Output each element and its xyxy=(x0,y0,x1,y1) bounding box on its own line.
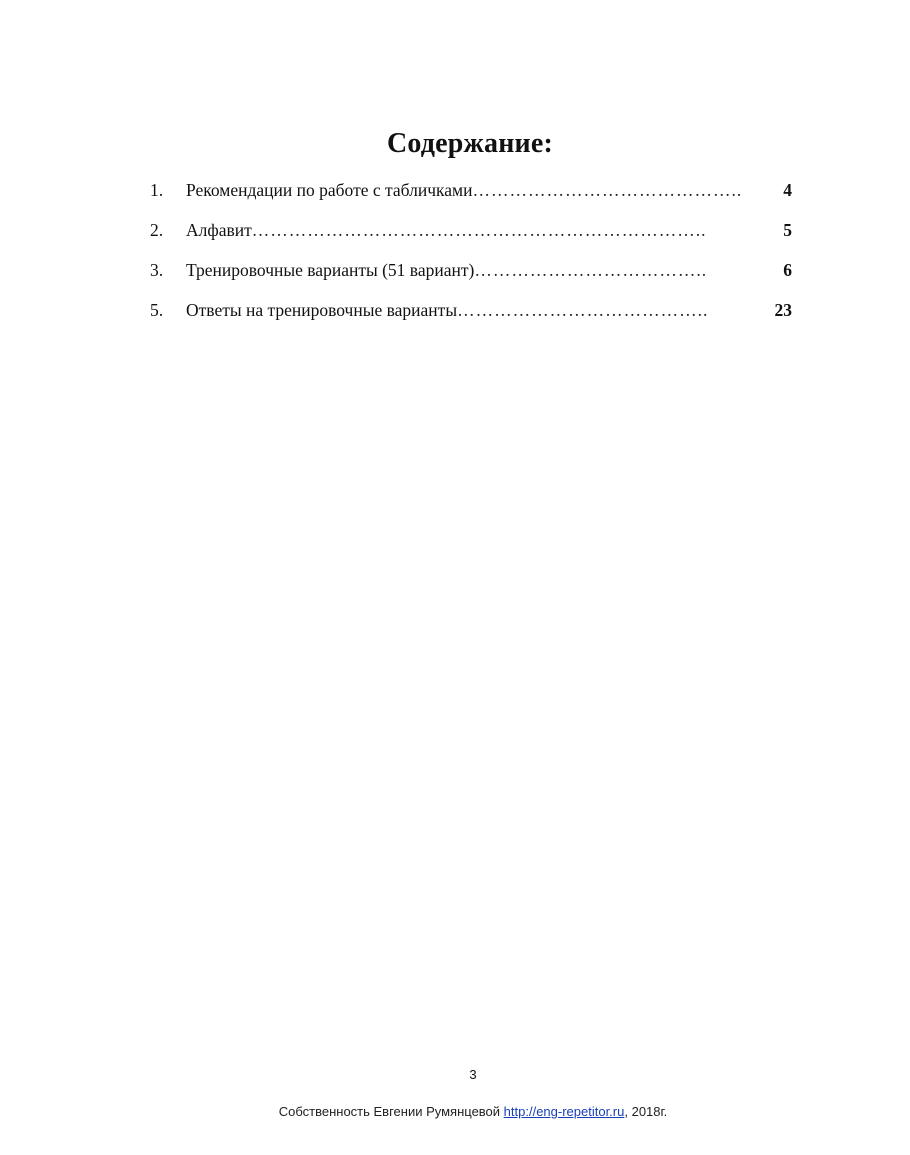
toc-entry-leader: ……………………………….. xyxy=(474,260,708,280)
toc-entry-leader: ………………………………….. xyxy=(457,300,709,320)
toc-entry-title: Ответы на тренировочные варианты xyxy=(186,300,458,320)
toc-entry-number: 1. xyxy=(150,180,164,200)
footer-year-text: , 2018г. xyxy=(624,1104,668,1119)
toc-entry xyxy=(150,260,792,300)
toc-entry-page: 5 xyxy=(783,220,792,240)
toc-entry-title: Тренировочные варианты (51 вариант) xyxy=(186,260,475,280)
table-of-contents xyxy=(150,180,792,340)
toc-entry xyxy=(150,220,792,260)
toc-entry-page: 4 xyxy=(783,180,792,200)
toc-entry-number: 3. xyxy=(150,260,164,280)
toc-entry xyxy=(150,180,792,220)
toc-entry-page: 23 xyxy=(774,300,792,320)
toc-entry-page: 6 xyxy=(783,260,792,280)
toc-entry-leader: ……………………………………………………………….. xyxy=(251,220,707,240)
page-number: 3 xyxy=(469,1067,477,1082)
footer-website-link[interactable]: http://eng-repetitor.ru xyxy=(503,1104,625,1119)
toc-entry-leader: …………………………………….. xyxy=(472,180,743,200)
footer-owner-text: Собственность Евгении Румянцевой xyxy=(278,1104,504,1119)
toc-entry-number: 5. xyxy=(150,300,164,320)
footer xyxy=(0,1104,910,1119)
toc-entry xyxy=(150,300,792,340)
toc-entry-title: Алфавит xyxy=(186,220,252,240)
toc-entry-number: 2. xyxy=(150,220,164,240)
toc-entry-title: Рекомендации по работе с табличками xyxy=(186,180,473,200)
page-title: Содержание: xyxy=(386,128,554,159)
